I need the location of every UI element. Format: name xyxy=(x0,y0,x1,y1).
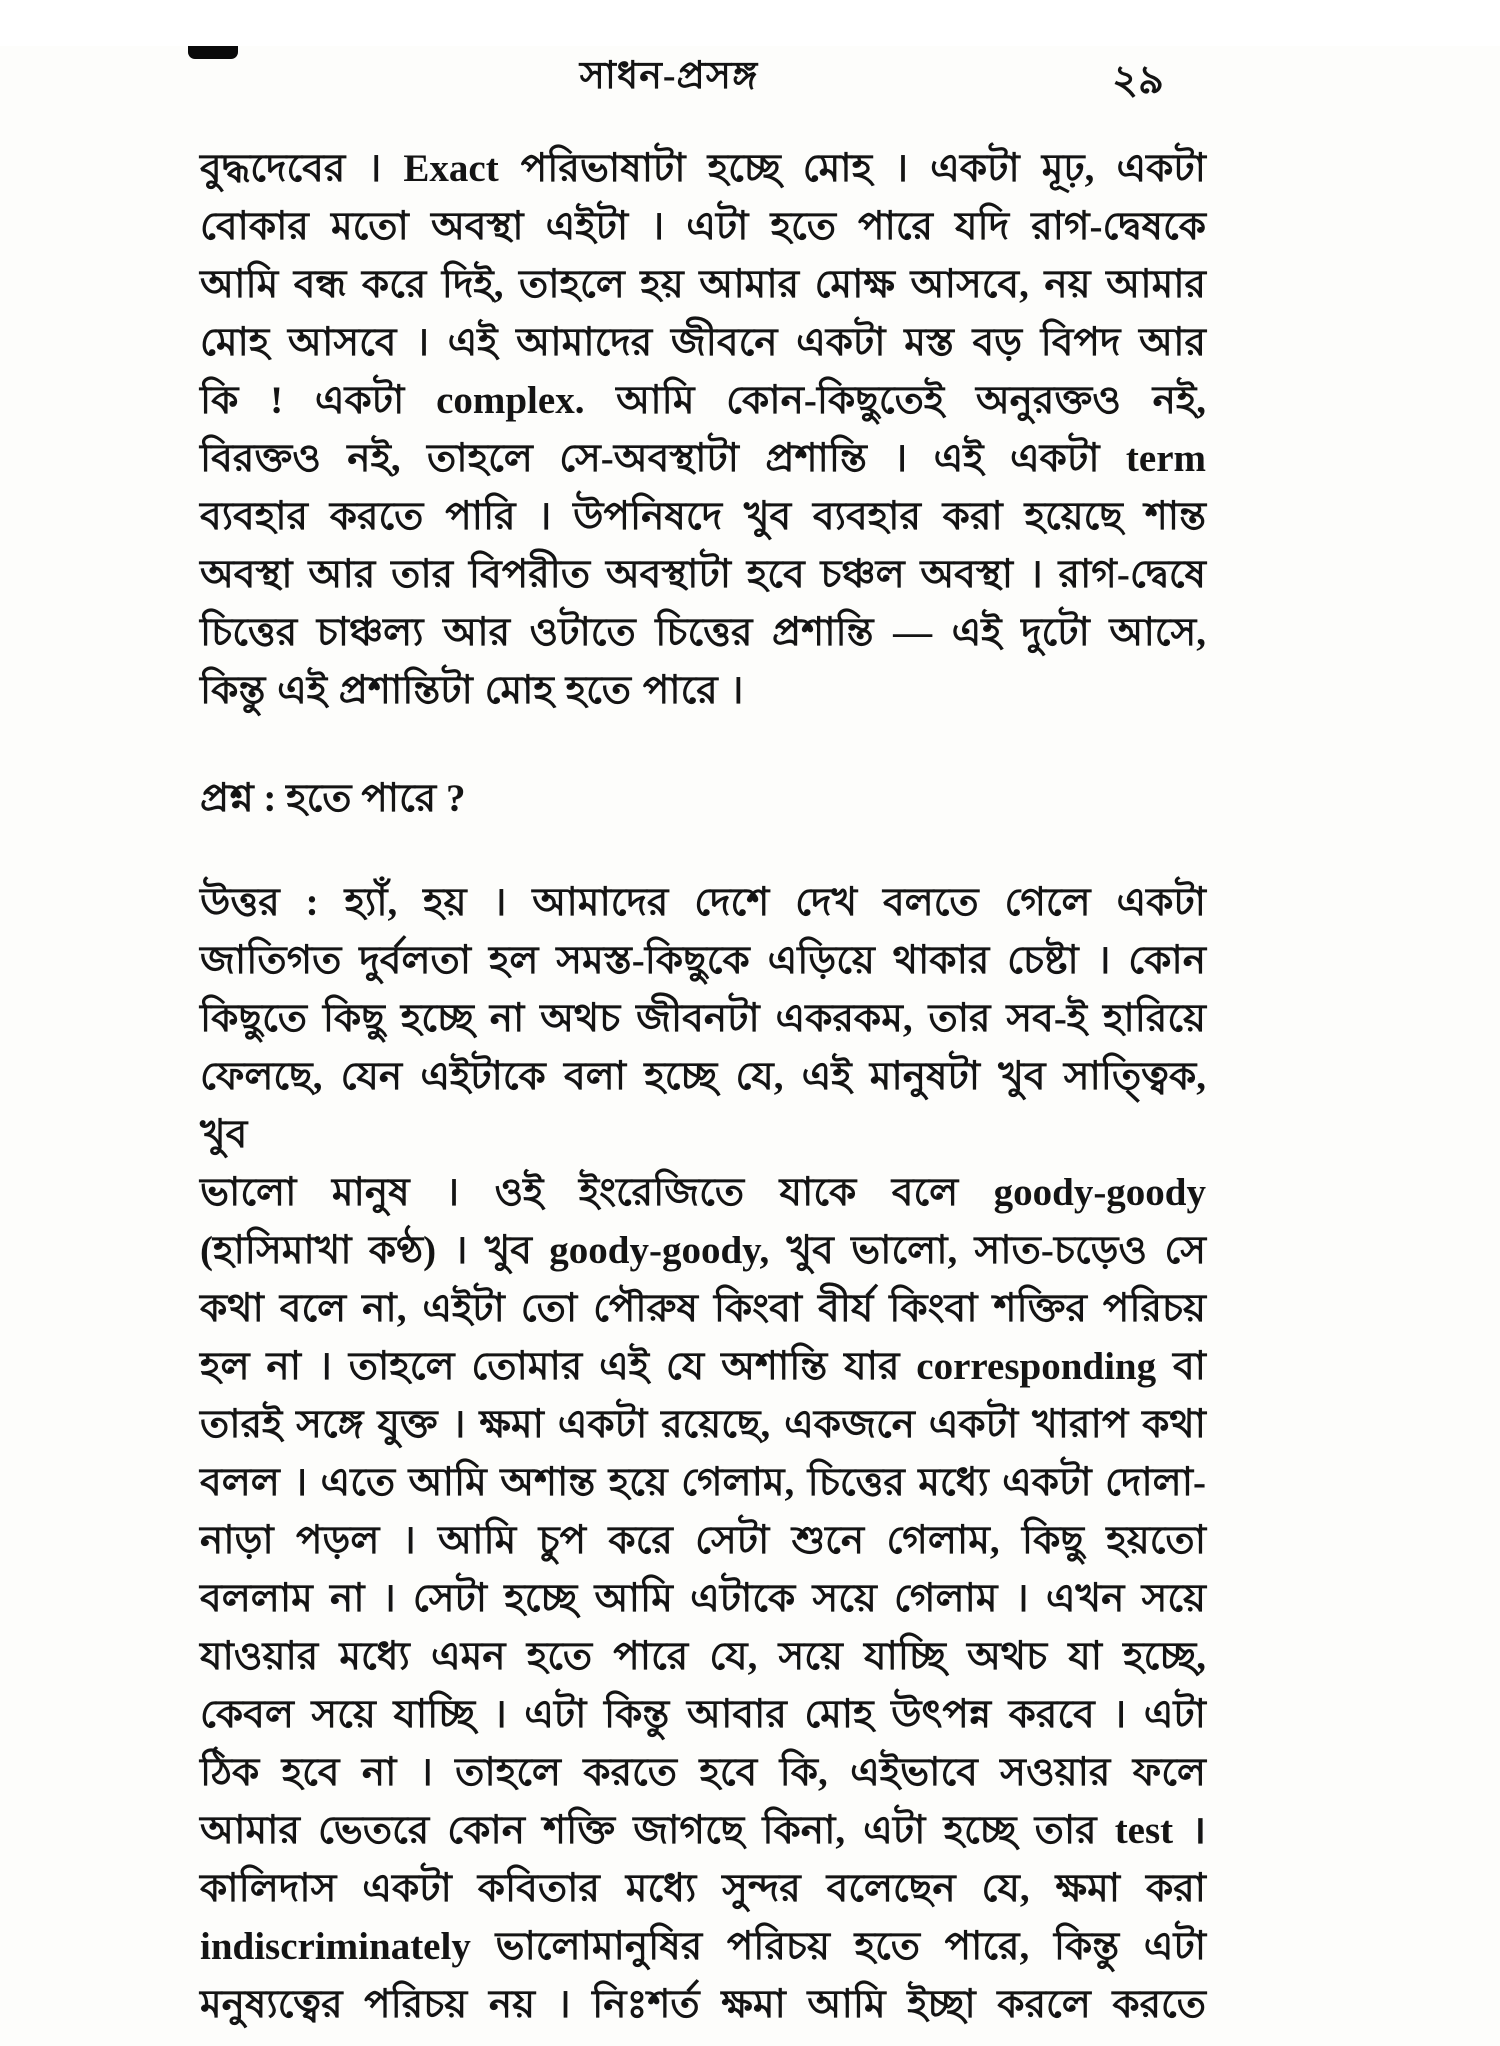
text-line: বুদ্ধদেবের । Exact পরিভাষাটা হচ্ছে মোহ । একটা মূঢ়, একটা xyxy=(200,147,1206,190)
text-line: বলল । এতে আমি অশান্ত হয়ে গেলাম, চিত্তের মধ্যে একটা দোলা- xyxy=(200,1461,1206,1504)
answer-paragraph xyxy=(200,874,1206,2034)
text-line: আমার ভেতরে কোন শক্তি জাগছে কিনা, এটা হচ্ছে তার test । xyxy=(200,1809,1206,1852)
text-line: যাওয়ার মধ্যে এমন হতে পারে যে, সয়ে যাচ্ছি অথচ যা হচ্ছে, xyxy=(200,1635,1206,1678)
page-header xyxy=(200,46,1206,106)
text-line: মোহ আসবে । এই আমাদের জীবনে একটা মস্ত বড় বিপদ আর xyxy=(200,321,1206,364)
text-line: (হাসিমাখা কণ্ঠ) । খুব goody-goody, খুব ভালো, সাত-চড়েও সে xyxy=(200,1229,1206,1272)
running-title: সাধন-প্রসঙ্গ xyxy=(579,55,759,97)
text-line: অবস্থা আর তার বিপরীত অবস্থাটা হবে চঞ্চল অবস্থা । রাগ-দ্বেষে xyxy=(200,553,1206,596)
text-line: জাতিগত দুর্বলতা হল সমস্ত-কিছুকে এড়িয়ে থাকার চেষ্টা । কোন xyxy=(200,939,1206,982)
text-line: নাড়া পড়ল । আমি চুপ করে সেটা শুনে গেলাম, কিছু হয়তো xyxy=(200,1519,1206,1562)
text-line: কেবল সয়ে যাচ্ছি । এটা কিন্তু আবার মোহ উৎপন্ন করবে । এটা xyxy=(200,1693,1206,1736)
text-line: ফেলছে, যেন এইটাকে বলা হচ্ছে যে, এই মানুষটা খুব সাত্ত্বিক, খুব xyxy=(200,1055,1206,1156)
text-line: ব্যবহার করতে পারি । উপনিষদে খুব ব্যবহার করা হয়েছে শান্ত xyxy=(200,495,1206,538)
text-line: আমি বন্ধ করে দিই, তাহলে হয় আমার মোক্ষ আসবে, নয় আমার xyxy=(200,263,1206,306)
text-line: কিন্তু এই প্রশান্তিটা মোহ হতে পারে । xyxy=(200,669,744,712)
text-line: ভালো মানুষ । ওই ইংরেজিতে যাকে বলে goody-goody xyxy=(200,1171,1206,1214)
question-line: প্রশ্ন : হতে পারে ? xyxy=(200,777,466,820)
page-number: ২৯ xyxy=(1112,57,1164,102)
text-line: হল না । তাহলে তোমার এই যে অশান্তি যার corresponding বা xyxy=(200,1345,1206,1388)
text-line: চিত্তের চাঞ্চল্য আর ওটাতে চিত্তের প্রশান্তি — এই দুটো আসে, xyxy=(200,611,1206,654)
text-line: কালিদাস একটা কবিতার মধ্যে সুন্দর বলেছেন যে, ক্ষমা করা xyxy=(200,1867,1206,1910)
text-line: বোকার মতো অবস্থা এইটা । এটা হতে পারে যদি রাগ-দ্বেষকে xyxy=(200,205,1206,248)
body-text xyxy=(200,140,1206,2034)
text-line: indiscriminately ভালোমানুষির পরিচয় হতে পারে, কিন্তু এটা xyxy=(200,1925,1206,1968)
text-line: ঠিক হবে না । তাহলে করতে হবে কি, এইভাবে সওয়ার ফলে xyxy=(200,1751,1206,1794)
text-line: কিছুতে কিছু হচ্ছে না অথচ জীবনটা একরকম, তার সব-ই হারিয়ে xyxy=(200,997,1206,1040)
text-line: বিরক্তও নই, তাহলে সে-অবস্থাটা প্রশান্তি । এই একটা term xyxy=(200,437,1206,480)
book-page xyxy=(0,46,1500,2046)
text-line: তারই সঙ্গে যুক্ত । ক্ষমা একটা রয়েছে, একজনে একটা খারাপ কথা xyxy=(200,1403,1206,1446)
text-line: উত্তর : হ্যাঁ, হয় । আমাদের দেশে দেখ বলতে গেলে একটা xyxy=(200,881,1206,924)
text-line: মনুষ্যত্বের পরিচয় নয় । নিঃশর্ত ক্ষমা আমি ইচ্ছা করলে করতে xyxy=(200,1983,1206,2026)
paragraph-continuation xyxy=(200,140,1206,720)
text-line: বললাম না । সেটা হচ্ছে আমি এটাকে সয়ে গেলাম । এখন সয়ে xyxy=(200,1577,1206,1620)
text-line: কথা বলে না, এইটা তো পৌরুষ কিংবা বীর্য কিংবা শক্তির পরিচয় xyxy=(200,1287,1206,1330)
text-line: কি ! একটা complex. আমি কোন-কিছুতেই অনুরক্তও নই, xyxy=(200,379,1206,422)
